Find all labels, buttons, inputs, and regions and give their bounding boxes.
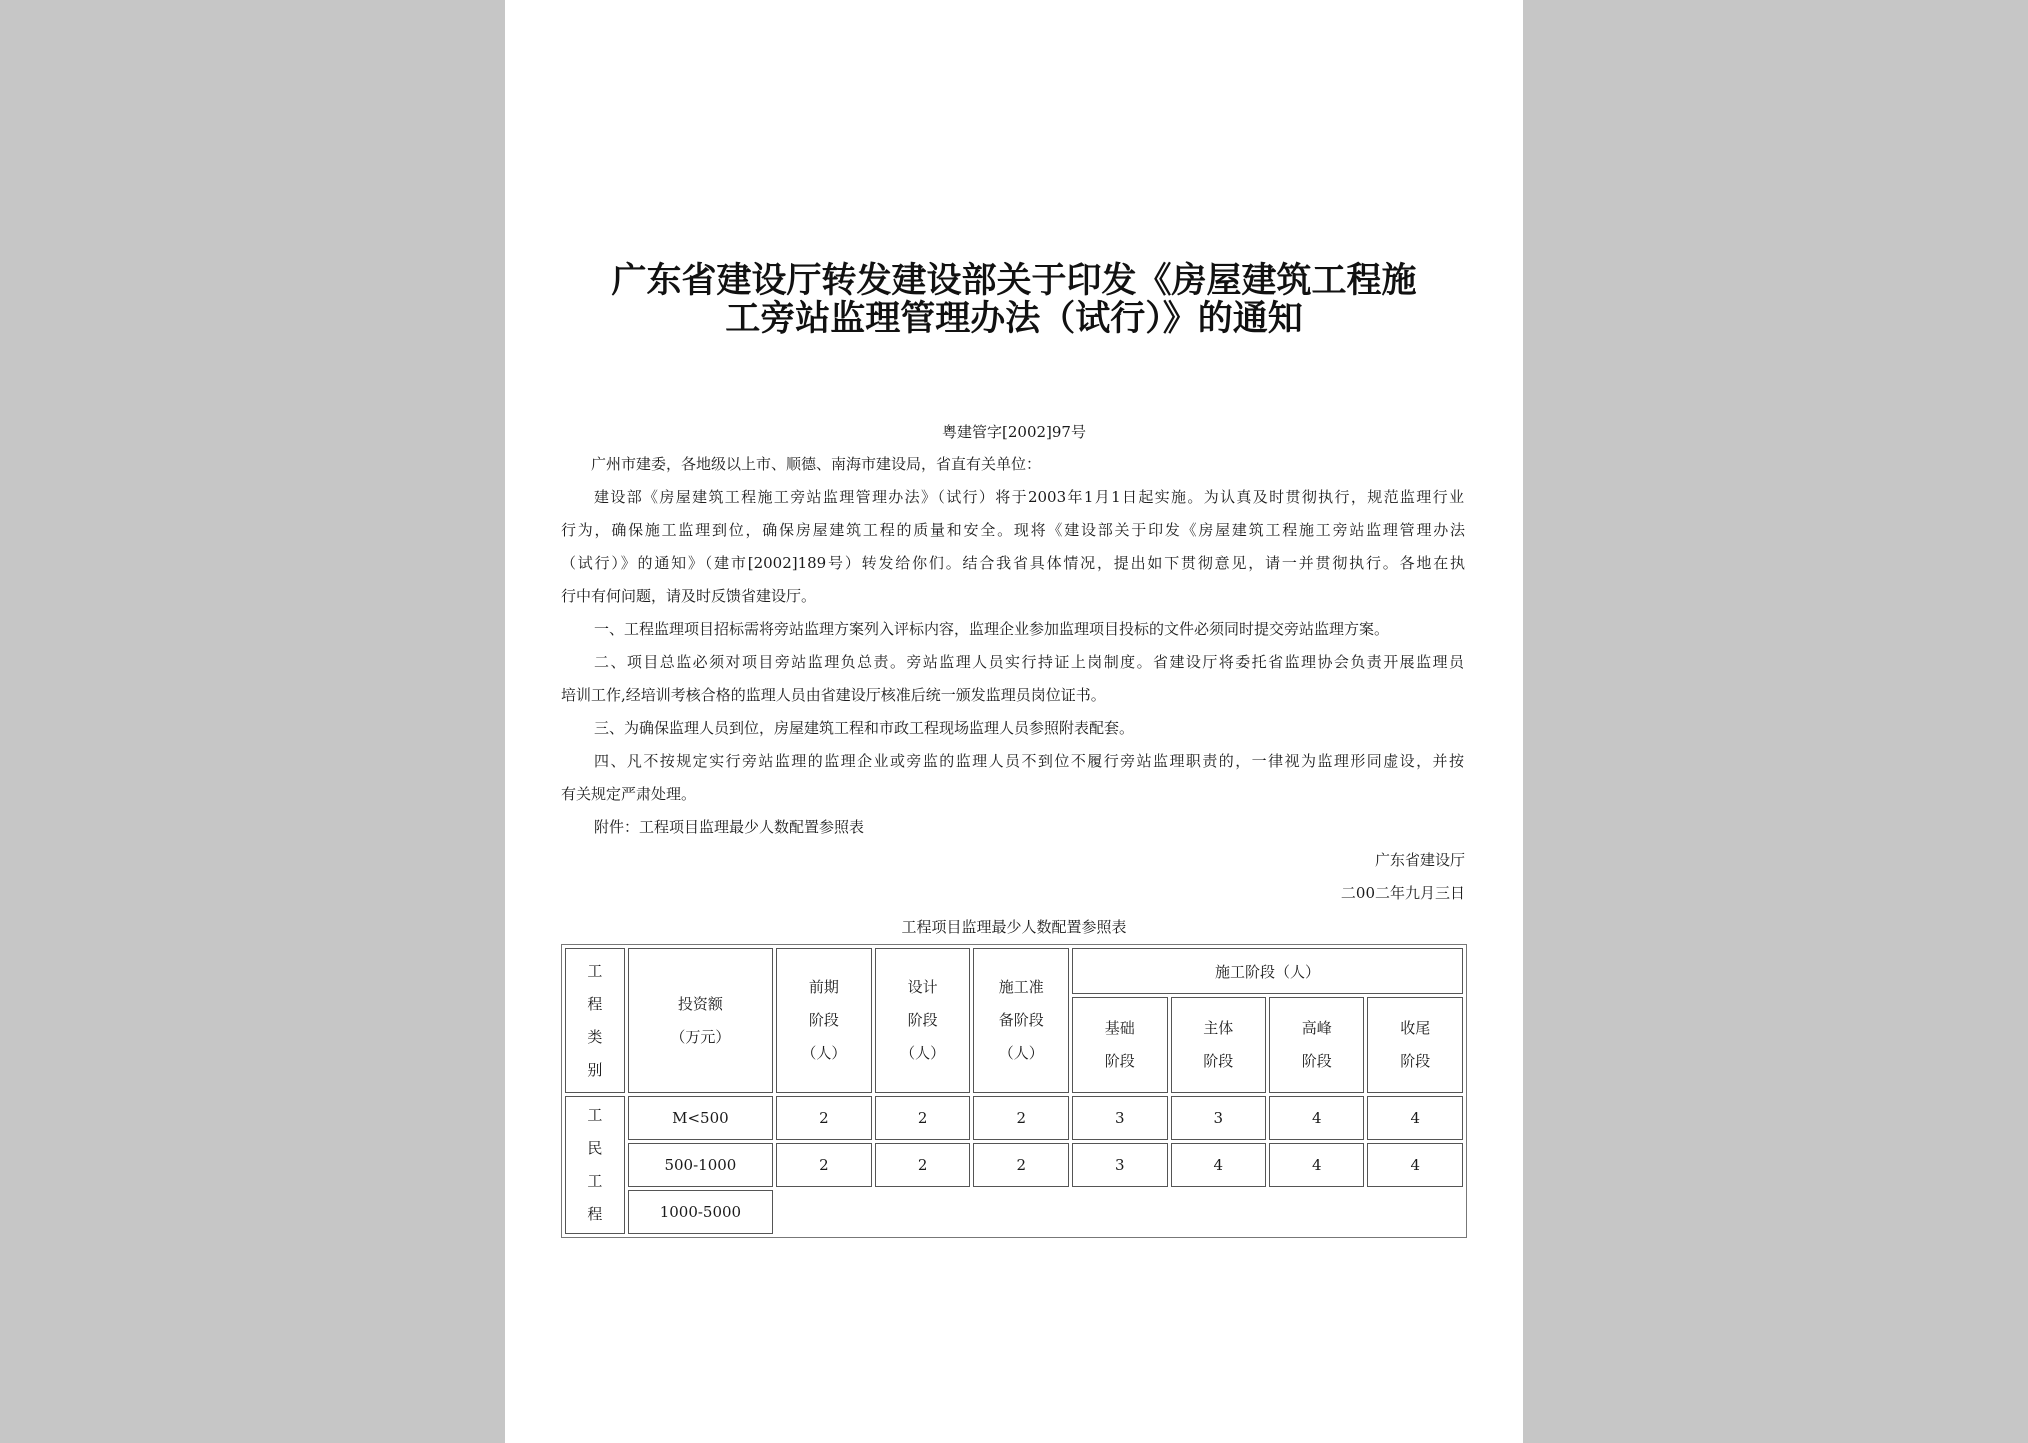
empty-cells [776,1190,1463,1234]
cell-foundation: 3 [1072,1096,1167,1140]
cell-investment: M<500 [628,1096,773,1140]
cell-investment: 500-1000 [628,1143,773,1187]
signature-date: 二00二年九月三日 [1340,884,1465,902]
header-text: 备阶段 [998,1011,1044,1029]
table-row [565,1190,1463,1234]
cell-main: 3 [1171,1096,1266,1140]
body-line: 培训工作,经培训考核合格的监理人员由省建设厅核准后统一颁发监理员岗位证书。 [561,686,1106,704]
header-text: 阶段 [808,1011,839,1029]
group-text: 工 [587,1106,603,1124]
header-project-type [565,948,625,1093]
header-finish [1367,997,1463,1093]
header-text: 程 [587,994,603,1013]
header-text: 基础 [1104,1019,1135,1037]
cell-finish: 4 [1367,1143,1463,1187]
body-line: 行为，确保施工监理到位，确保房屋建筑工程的质量和安全。现将《建设部关于印发《房屋建筑工程施工旁站监理管理办法 [561,521,1465,539]
header-main-structure [1171,997,1266,1093]
header-text: 高峰 [1301,1019,1332,1037]
header-text: 前期 [808,978,839,996]
header-text: 别 [587,1060,603,1079]
header-text: 收尾 [1400,1019,1431,1037]
group-text: 民 [587,1139,603,1157]
group-label-civil [565,1096,625,1234]
header-design-stage [875,948,971,1093]
cell-investment: 1000-5000 [628,1190,773,1234]
document-title [505,262,1523,338]
cell-foundation: 3 [1072,1143,1167,1187]
cell-design: 2 [875,1096,971,1140]
cell-main: 4 [1171,1143,1266,1187]
header-pre-stage [776,948,872,1093]
cell-finish: 4 [1367,1096,1463,1140]
title-line-1: 广东省建设厅转发建设部关于印发《房屋建筑工程施 [611,261,1417,301]
cell-design: 2 [875,1143,971,1187]
addressee: 广州市建委，各地级以上市、顺德、南海市建设局，省直有关单位： [591,455,1042,473]
signature-org: 广东省建设厅 [1374,851,1465,869]
header-text: 主体 [1203,1019,1234,1037]
body-line: 行中有何问题，请及时反馈省建设厅。 [561,587,817,605]
addressee-line [561,454,1041,474]
header-investment [628,948,773,1093]
body-line: 有关规定严肃处理。 [561,785,697,803]
header-text: 类 [587,1027,603,1046]
header-text: 施工准 [998,978,1044,996]
cell-peak: 4 [1269,1143,1364,1187]
header-construction-stage: 施工阶段（人） [1072,948,1463,994]
attachment-line: 附件：工程项目监理最少人数配置参照表 [594,818,865,836]
header-text: （人） [801,1044,847,1062]
header-text: （人） [998,1044,1044,1062]
table-row [565,1096,1463,1140]
header-text: 阶段 [1301,1052,1332,1070]
header-text: 阶段 [1400,1052,1431,1070]
table-caption: 工程项目监理最少人数配置参照表 [901,918,1127,936]
header-text: 阶段 [1104,1052,1135,1070]
cell-pre: 2 [776,1143,872,1187]
header-text: （人） [900,1044,946,1062]
cell-pre: 2 [776,1096,872,1140]
header-foundation [1072,997,1167,1093]
document-number: 粤建管字[2002]97号 [942,423,1086,441]
body-line: 三、为确保监理人员到位，房屋建筑工程和市政工程现场监理人员参照附表配套。 [594,719,1135,737]
title-line-2: 工旁站监理管理办法（试行）》的通知 [725,299,1303,339]
cell-prep: 2 [973,1143,1069,1187]
body-line: 一、工程监理项目招标需将旁站监理方案列入评标内容，监理企业参加监理项目投标的文件必须同时提交旁站监理方案。 [594,620,1390,638]
body-line: 二、项目总监必须对项目旁站监理负总责。旁站监理人员实行持证上岗制度。省建设厅将委托省监理协会负责开展监理员 [594,653,1464,671]
body-line: （试行）》的通知》（建市[2002]189号）转发给你们。结合我省具体情况，提出如下贯彻意见，请一并贯彻执行。各地在执 [561,554,1465,572]
header-text: 设计 [907,978,938,996]
staffing-table [561,944,1467,1238]
cell-peak: 4 [1269,1096,1364,1140]
header-prep-stage [973,948,1069,1093]
header-text: 阶段 [907,1011,938,1029]
header-peak [1269,997,1364,1093]
header-text: 工 [587,961,603,980]
body-line: 四、凡不按规定实行旁站监理的监理企业或旁监的监理人员不到位不履行旁站监理职责的，一律视为监理形同虚设，并按 [594,752,1464,770]
header-text: 投资额 [677,994,723,1013]
table-row [565,1143,1463,1187]
cell-prep: 2 [973,1096,1069,1140]
group-text: 工 [587,1172,603,1190]
document-page [505,0,1523,1443]
group-text: 程 [587,1205,603,1223]
header-text: 阶段 [1203,1052,1234,1070]
body-line: 建设部《房屋建筑工程施工旁站监理管理办法》（试行）将于2003年1月1日起实施。为认真及时贯彻执行，规范监理行业 [594,488,1464,506]
header-text: （万元） [670,1027,731,1046]
